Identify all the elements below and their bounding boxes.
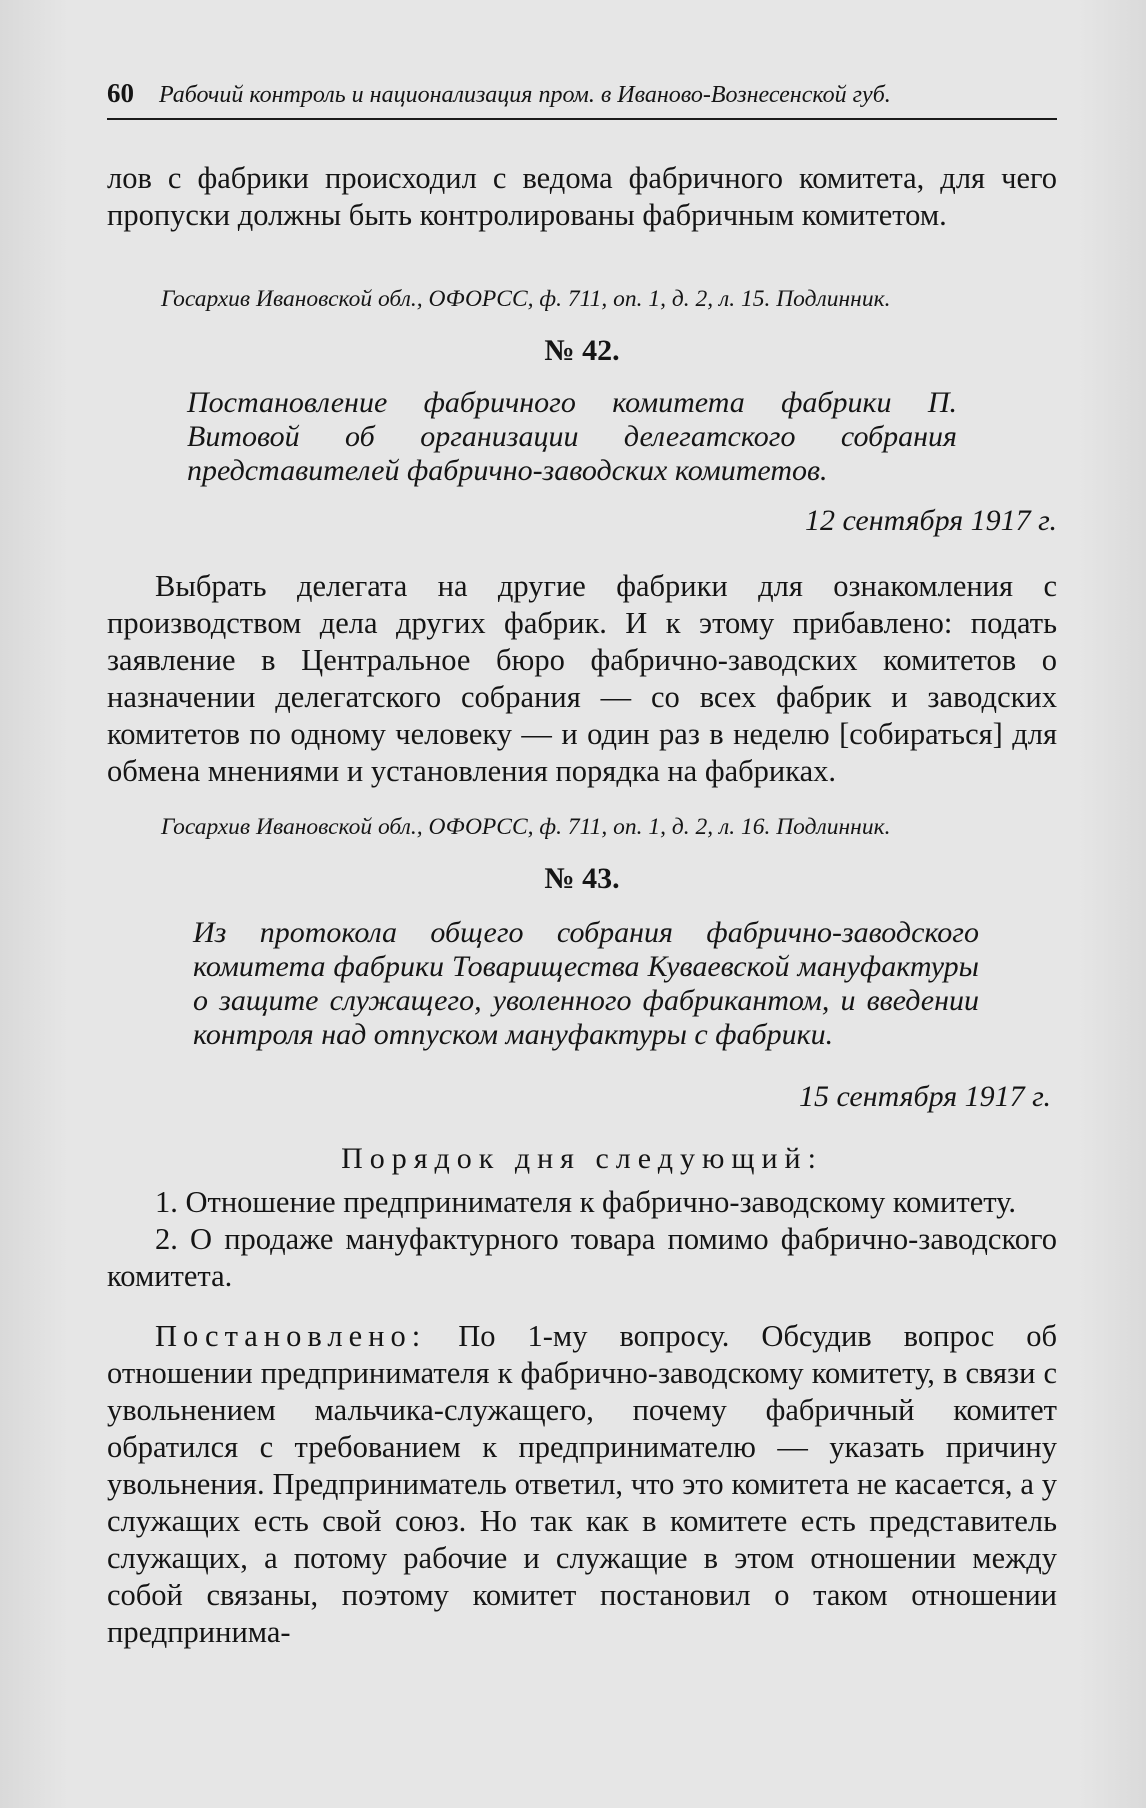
agenda-title: Порядок дня следующий:	[341, 1142, 823, 1175]
page-number: 60	[107, 78, 134, 108]
page-header	[107, 78, 1057, 120]
doc42-body-block	[107, 568, 1057, 790]
doc43-date-block	[107, 1080, 1057, 1114]
doc43-title: Из протокола общего собрания фабрично-заводского комитета фабрики Товарищества Куваевской мануфактуры о защите служащего, уволенного фабрикантом, и введении контроля над отпуском мануфактуры с фабрики.	[193, 916, 979, 1051]
agenda-item-1: 1. Отношение предпринимателя к фабрично-заводскому комитету.	[155, 1185, 1016, 1219]
intro-paragraph: лов с фабрики происходил с ведома фабричного комитета, для чего пропуски должны быть контролированы фабричным комитетом.	[107, 161, 1057, 232]
doc43-number: № 43.	[544, 862, 620, 895]
doc43-number-block	[107, 862, 1057, 896]
resolved-text: По 1-му вопросу. Обсудив вопрос об отношении предпринимателя к фабрично-заводскому комитету, в связи с увольнением мальчика-служащего, почему фабричный комитет обратился с требованием к предпринимателю — указать причину увольнения. Предприниматель ответил, что это комитета не касается, а у служащих есть свой союз. Но так как в комитете есть представитель служащих, а потому рабочие и служащие в этом отношении между собой связаны, поэтому комитет постановил о таком отношении предпринима-	[107, 1319, 1058, 1649]
resolved-label: Постановлено:	[155, 1319, 427, 1353]
agenda-block	[107, 1142, 1057, 1176]
doc42-title: Постановление фабричного комитета фабрики П. Витовой об организации делегатского собрания представителей фабрично-заводских комитетов.	[187, 386, 957, 487]
resolution-paragraph	[107, 1318, 1057, 1651]
intro-source: Госархив Ивановской обл., ОФОРСС, ф. 711, оп. 1, д. 2, л. 15. Подлинник.	[161, 286, 891, 312]
doc42-number: № 42.	[544, 334, 620, 367]
intro-source-block	[107, 284, 1057, 315]
doc43-date: 15 сентября 1917 г.	[798, 1080, 1051, 1113]
doc42-date: 12 сентября 1917 г.	[804, 504, 1057, 537]
running-title: Рабочий контроль и национализация пром. в Иваново-Вознесенской губ.	[159, 82, 891, 108]
intro-section	[107, 160, 1057, 234]
doc42-body: Выбрать делегата на другие фабрики для ознакомления с производством дела других фабрик. И к этому прибавлено: подать заявление в Центральное бюро фабрично-заводских комитетов о назначении делегатского собрания — со всех фабрик и заводских комитетов по одному человеку — и один раз в неделю [собираться] для обмена мнениями и установления порядка на фабриках.	[107, 569, 1057, 788]
doc42-source: Госархив Ивановской обл., ОФОРСС, ф. 711, оп. 1, д. 2, л. 16. Подлинник.	[161, 814, 891, 840]
doc42-title-block	[107, 386, 1057, 488]
doc42-source-block	[107, 812, 1057, 843]
doc42-number-block	[107, 334, 1057, 368]
agenda-item-2: 2. О продаже мануфактурного товара помимо фабрично-заводского комитета.	[107, 1222, 1057, 1293]
doc42-date-block	[107, 504, 1057, 538]
agenda-items	[107, 1184, 1057, 1295]
resolution-block	[107, 1318, 1057, 1651]
doc43-title-block	[107, 916, 1057, 1052]
